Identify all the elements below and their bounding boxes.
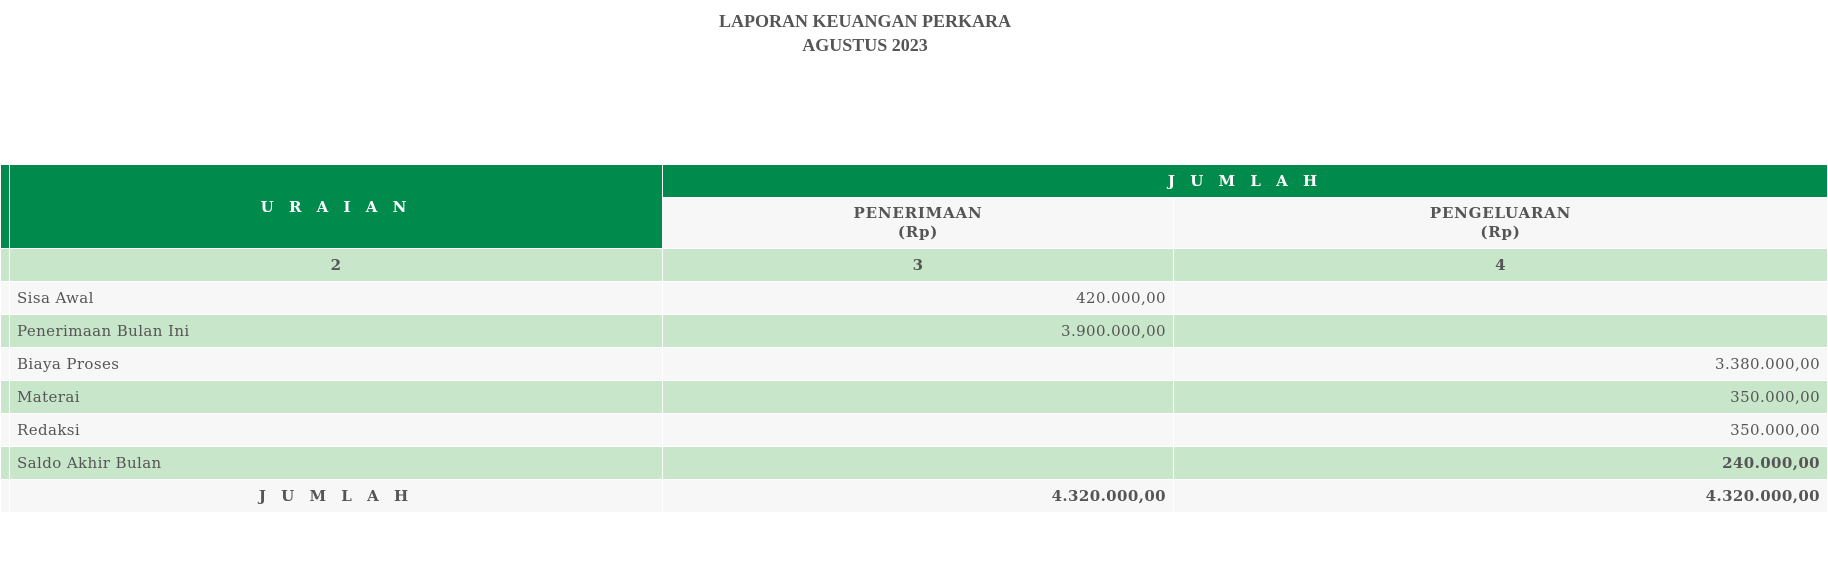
- row-penerimaan: [663, 381, 1174, 414]
- table-row: [1, 348, 1828, 381]
- row-penerimaan: 420.000,00: [663, 282, 1174, 315]
- financial-report-table: [0, 164, 1828, 513]
- header-row-top: [1, 165, 1828, 198]
- header-pengeluaran-unit: (Rp): [1480, 223, 1521, 241]
- report-title-block: [0, 9, 1730, 57]
- header-uraian: U R A I A N: [10, 165, 663, 249]
- row-gutter: [1, 447, 10, 480]
- total-label: J U M L A H: [10, 480, 663, 513]
- total-pengeluaran: 4.320.000,00: [1174, 480, 1828, 513]
- row-pengeluaran: 350.000,00: [1174, 414, 1828, 447]
- report-period: AGUSTUS 2023: [802, 35, 928, 55]
- row-gutter: [1, 249, 10, 282]
- header-jumlah: J U M L A H: [663, 165, 1828, 198]
- row-gutter: [1, 315, 10, 348]
- row-gutter: [1, 165, 10, 249]
- column-number-row: [1, 249, 1828, 282]
- row-penerimaan: [663, 348, 1174, 381]
- row-pengeluaran: 240.000,00: [1174, 447, 1828, 480]
- table-row: [1, 414, 1828, 447]
- column-number: 4: [1174, 249, 1828, 282]
- table-row: [1, 282, 1828, 315]
- row-label: Penerimaan Bulan Ini: [10, 315, 663, 348]
- table-row: [1, 315, 1828, 348]
- row-gutter: [1, 282, 10, 315]
- row-gutter: [1, 381, 10, 414]
- total-row: [1, 480, 1828, 513]
- row-pengeluaran: [1174, 315, 1828, 348]
- row-label: Sisa Awal: [10, 282, 663, 315]
- header-penerimaan-label: PENERIMAAN: [853, 204, 983, 222]
- row-pengeluaran: 3.380.000,00: [1174, 348, 1828, 381]
- table-row: [1, 381, 1828, 414]
- total-penerimaan: 4.320.000,00: [663, 480, 1174, 513]
- header-penerimaan: [663, 198, 1174, 249]
- row-penerimaan: 3.900.000,00: [663, 315, 1174, 348]
- row-label: Redaksi: [10, 414, 663, 447]
- row-penerimaan: [663, 447, 1174, 480]
- row-pengeluaran: [1174, 282, 1828, 315]
- row-label: Biaya Proses: [10, 348, 663, 381]
- column-number: 3: [663, 249, 1174, 282]
- row-gutter: [1, 480, 10, 513]
- header-pengeluaran-label: PENGELUARAN: [1429, 204, 1572, 222]
- header-penerimaan-unit: (Rp): [897, 223, 939, 241]
- header-pengeluaran: [1174, 198, 1828, 249]
- row-pengeluaran: 350.000,00: [1174, 381, 1828, 414]
- row-label: Materai: [10, 381, 663, 414]
- row-penerimaan: [663, 414, 1174, 447]
- row-label: Saldo Akhir Bulan: [10, 447, 663, 480]
- table-row: [1, 447, 1828, 480]
- row-gutter: [1, 348, 10, 381]
- row-gutter: [1, 414, 10, 447]
- report-title: LAPORAN KEUANGAN PERKARA: [719, 11, 1011, 31]
- column-number: 2: [10, 249, 663, 282]
